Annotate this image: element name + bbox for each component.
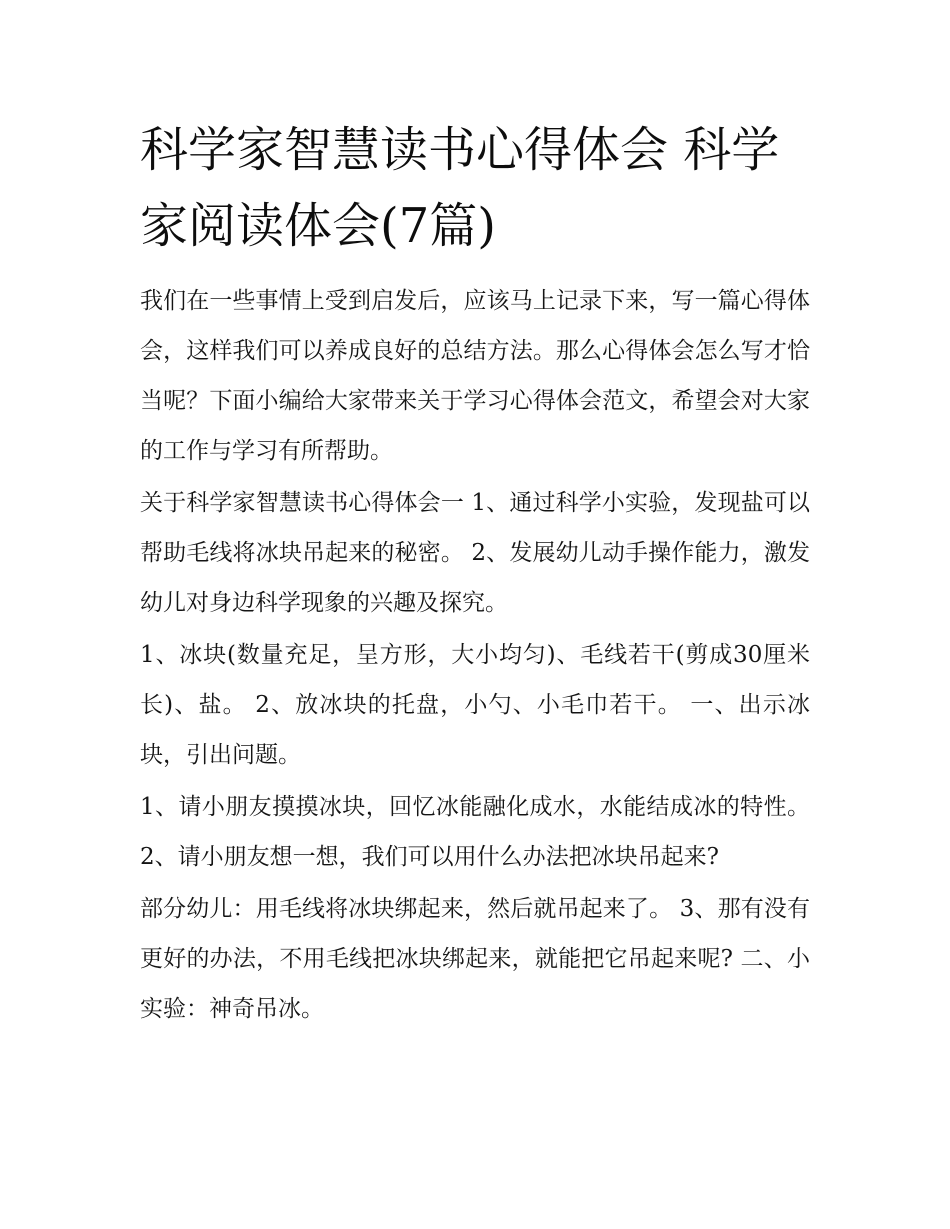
paragraph-intro: 我们在一些事情上受到启发后，应该马上记录下来，写一篇心得体会，这样我们可以养成良好的总结方法。那么心得体会怎么写才恰当呢？下面小编给大家带来关于学习心得体会范文，希望会对大家的工作与学习有所帮助。 bbox=[140, 288, 810, 464]
paragraph-materials: 1、冰块(数量充足，呈方形，大小均匀)、毛线若干(剪成30厘米长)、盐。 2、放冰块的托盘，小勺、小毛巾若干。 一、出示冰块，引出问题。 bbox=[140, 642, 810, 768]
document-body bbox=[140, 112, 810, 1036]
paragraph-questions: 1、请小朋友摸摸冰块，回忆冰能融化成水，水能结成冰的特性。 2、请小朋友想一想，我们可以用什么办法把冰块吊起来? bbox=[140, 794, 810, 870]
paragraph-objectives: 关于科学家智慧读书心得体会一 1、通过科学小实验，发现盐可以帮助毛线将冰块吊起来的秘密。 2、发展幼儿动手操作能力，激发幼儿对身边科学现象的兴趣及探究。 bbox=[140, 490, 810, 616]
document-title: 科学家智慧读书心得体会 科学家阅读体会(7篇) bbox=[140, 122, 780, 254]
paragraph-experiment: 部分幼儿：用毛线将冰块绑起来，然后就吊起来了。 3、那有没有更好的办法，不用毛线把冰块绑起来，就能把它吊起来呢? 二、小实验：神奇吊冰。 bbox=[140, 896, 810, 1022]
